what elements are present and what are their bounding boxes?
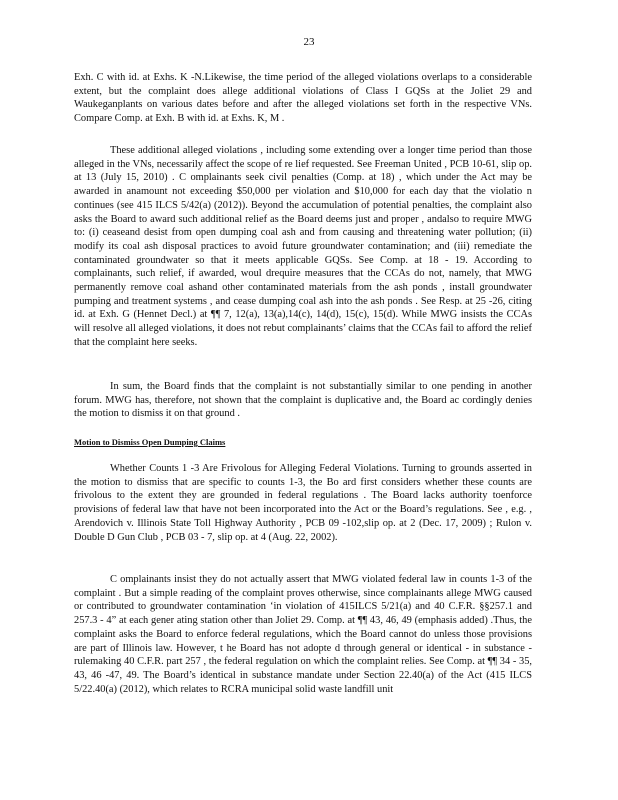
paragraph-text: C omplainants insist they do not actually assert that MWG violated federal law in counts 1-3 of the complaint . But a simple reading of the complaint proves otherwise, since complainants allege MWG caused or contributed to groundwater contamination ‘in violation of 415ILCS 5/21(a) and 40 C.F.R. §§257.1 and 257.3 - 4” at each gener ating station other than Joliet 29. Comp. at ¶¶ 43, 46, 49 (emphasis added) .Thus, the complaint asks the Board to enforce federal regulations, which the Board cannot do unless those provisions are part of Illinois law. However, t he Board has not adopte d through general or identical - in substance -rulemaking 40 C.F.R. part 257 , the federal regulation on which the complaint relies. See Comp. at ¶¶ 34 - 35, 43, 46 -47, 49. The Board’s identical in substance mandate under Section 22.40(a) of the Act (415 ILCS 5/22.40(a) (2012), which relates to RCRA municipal solid waste landfill unit: [74, 574, 532, 695]
paragraph-text: In sum, the Board finds that the complaint is not substantially similar to one pending in another forum. MWG has, therefore, not shown that the complaint is duplicative and, the Board ac cordingly denies the motion to dismiss it on that ground .: [74, 381, 532, 420]
paragraph-5: [74, 573, 532, 696]
paragraph-2: [74, 144, 532, 350]
paragraph-4: [74, 462, 532, 544]
paragraph-text: These additional alleged violations , including some extending over a longer time period than those alleged in the VNs, necessarily affect the scope of re lief requested. See Freeman United , PCB 10-61, slip op. at 13 (July 15, 2010) . C omplainants seek civil penalties (Comp. at 18) , which under the Act may be awarded in anamount not exceeding $50,000 per violation and $10,000 for each day that the violatio n continues (see 415 ILCS 5/42(a) (2012)). Beyond the accumulation of potential penalties, the complaint also asks the Board to award such additional relief as the Board deems just and proper , andalso to require MWG to: (i) ceaseand desist from open dumping coal ash and from causing and threatening water pollution; (ii) modify its coal ash disposal practices to avoid future groundwater contamination; and (iii) remediate the contaminated groundwater so that it meets applicable GQSs. See Comp. at 18 - 19. According to complainants, such relief, if awarded, woul drequire measures that the CCAs do not, namely, that MWG permanently remove coal ashand other contaminated materials from the ash ponds , install groundwater pumping and treatment systems , and cease dumping coal ash into the ash ponds . See Resp. at 25 -26, citing id. at Exh. G (Hennet Decl.) at ¶¶ 7, 12(a), 13(a),14(c), 14(d), 15(c), 15(d). While MWG insists the CCAs will resolve all alleged violations, it does not rebut complainants’ claims that the CCAs fail to afford the relief that the complaint here seeks.: [74, 145, 532, 348]
paragraph-1: [74, 71, 532, 126]
paragraph-text: Exh. C with id. at Exhs. K -N.Likewise, the time period of the alleged violations overlaps to a considerable extent, but the complaint does allege additional violations of Class I GQSs at the Joliet 29 and Waukeganplants on various dates before and after the alleged violations set forth in the respective VNs. Compare Comp. at Exh. B with id. at Exhs. K, M .: [74, 72, 532, 125]
paragraph-3: [74, 380, 532, 421]
page-number: 23: [303, 36, 315, 48]
section-heading: Motion to Dismiss Open Dumping Claims: [74, 437, 226, 447]
paragraph-text: Whether Counts 1 -3 Are Frivolous for Alleging Federal Violations. Turning to grounds asserted in the motion to dismiss that are specific to counts 1-3, the Bo ard first considers whether these counts are frivolous to the extent they are grounded in federal regulations . The Board lacks authority toenforce provisions of federal law that have not been incorporated into the Act or the Board’s regulations. See , e.g. , Arendovich v. Illinois State Toll Highway Authority , PCB 09 -102,slip op. at 2 (Dec. 17, 2009) ; Rulon v. Double D Gun Club , PCB 03 - 7, slip op. at 4 (Aug. 22, 2002).: [74, 463, 532, 543]
